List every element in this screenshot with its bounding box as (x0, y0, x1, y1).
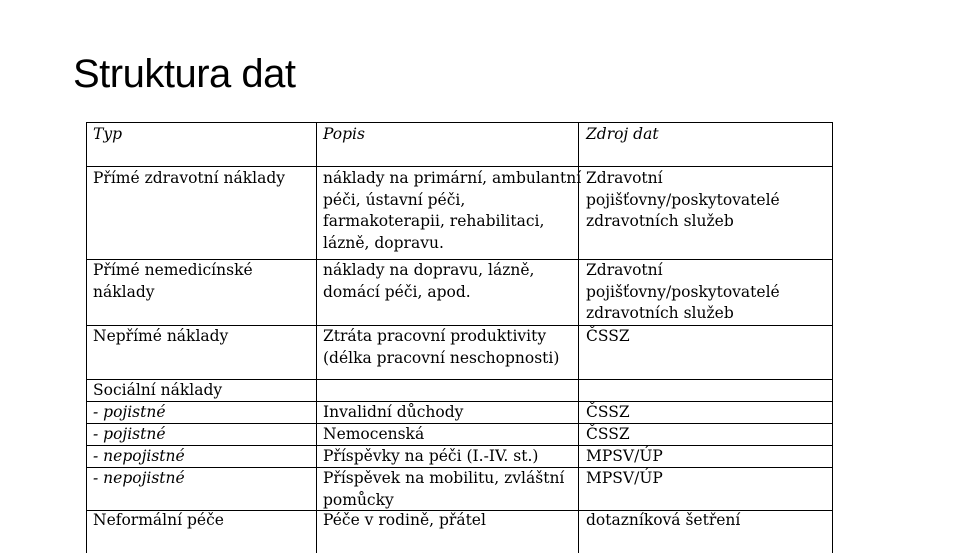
table-cell-zdroj: Zdravotní pojišťovny/poskytovatelé zdravotních služeb (586, 261, 780, 322)
table-cell-popis: Nemocenská (323, 425, 425, 443)
table-cell-typ: - nepojistné (93, 447, 185, 465)
table-cell-typ: - pojistné (93, 403, 166, 421)
header-popis: Popis (323, 125, 365, 143)
column-divider (832, 123, 833, 553)
table-cell-popis: náklady na primární, ambulantní péči, ústavní péči, farmakoterapii, rehabilitaci, lázně, dopravu. (323, 169, 582, 252)
table-cell-typ: Přímé nemedicínské náklady (93, 261, 253, 301)
table-cell-typ: Přímé zdravotní náklady (93, 169, 286, 187)
data-structure-table (86, 122, 833, 553)
table-cell-popis: Péče v rodině, přátel (323, 511, 486, 529)
table-cell-zdroj: Zdravotní pojišťovny/poskytovatelé zdravotních služeb (586, 169, 780, 230)
column-divider (316, 123, 317, 553)
table-cell-zdroj: MPSV/ÚP (586, 447, 663, 465)
table-cell-typ: - nepojistné (93, 469, 185, 487)
page-title: Struktura dat (73, 52, 296, 96)
table-cell-typ: - pojistné (93, 425, 166, 443)
table-cell-zdroj: ČSSZ (586, 327, 630, 345)
row-divider (87, 166, 833, 167)
table-cell-typ: Neformální péče (93, 511, 224, 529)
table-cell-zdroj: ČSSZ (586, 425, 630, 443)
table-cell-typ: Sociální náklady (93, 381, 223, 399)
table-cell-zdroj: MPSV/ÚP (586, 469, 663, 487)
header-zdroj-dat: Zdroj dat (586, 125, 659, 143)
table-cell-popis: Příspěvek na mobilitu, zvláštní pomůcky (323, 469, 565, 509)
table-cell-typ: Nepřímé náklady (93, 327, 229, 345)
header-typ: Typ (93, 125, 123, 143)
table-cell-popis: náklady na dopravu, lázně, domácí péči, apod. (323, 261, 535, 301)
table-cell-popis: Ztráta pracovní produktivity (délka pracovní neschopnosti) (323, 327, 560, 367)
table-cell-zdroj: ČSSZ (586, 403, 630, 421)
table-cell-popis: Invalidní důchody (323, 403, 464, 421)
table-cell-popis: Příspěvky na péči (I.-IV. st.) (323, 447, 539, 465)
table-cell-zdroj: dotazníková šetření (586, 511, 741, 529)
